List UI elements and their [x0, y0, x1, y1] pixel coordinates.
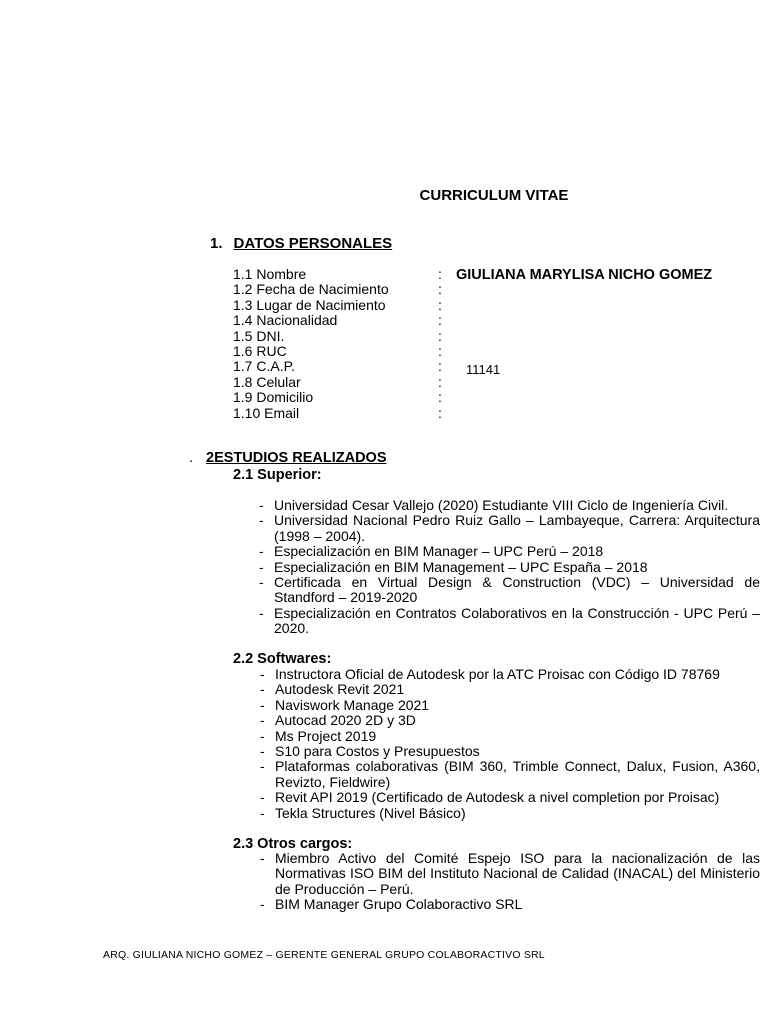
softwares-heading: 2.2 Softwares:	[233, 651, 332, 667]
personal-field-label: 1.8 Celular	[233, 373, 301, 390]
personal-field-label: 1.7 C.A.P.	[233, 358, 296, 375]
list-item	[260, 696, 760, 713]
list-item	[260, 681, 760, 698]
section-2-heading	[189, 450, 387, 466]
dash-bullet: -	[260, 681, 265, 698]
section-2-bullet: .	[189, 450, 194, 466]
superior-list	[259, 497, 760, 637]
personal-field-label: 1.1 Nombre	[233, 266, 307, 282]
list-item	[259, 604, 760, 637]
dash-bullet: -	[259, 558, 264, 575]
list-item-text: BIM Manager Grupo Colaboractivo SRL	[275, 896, 523, 913]
personal-field-label: 1.6 RUC	[233, 343, 287, 359]
list-item-text: Tekla Structures (Nivel Básico)	[275, 804, 466, 821]
otros-cargos-heading: 2.3 Otros cargos:	[233, 836, 353, 852]
list-item	[260, 727, 760, 744]
personal-field-colon: :	[438, 281, 442, 298]
personal-field-label: 1.3 Lugar de Nacimiento	[233, 296, 386, 313]
dash-bullet: -	[260, 712, 265, 729]
section-1-number: 1.	[210, 235, 223, 252]
dash-bullet: -	[260, 789, 265, 806]
personal-field-colon: :	[438, 389, 442, 406]
personal-field-label: 1.5 DNI.	[233, 327, 285, 344]
list-item	[259, 543, 760, 560]
dash-bullet: -	[259, 604, 264, 621]
dash-bullet: -	[260, 850, 265, 866]
list-item-text: Certificada en Virtual Design & Construction (VDC) – Universidad de Standford – 2019-2020	[274, 574, 760, 606]
superior-heading: 2.1 Superior:	[233, 467, 322, 483]
dash-bullet: -	[260, 727, 265, 744]
personal-field-label: 1.10 Email	[233, 404, 300, 421]
personal-field-colon: :	[438, 296, 442, 313]
personal-field-colon: :	[438, 373, 442, 390]
personal-field-colon: :	[438, 358, 442, 375]
softwares-list	[260, 666, 760, 821]
cap-value: 11141	[466, 362, 501, 377]
otros-cargos-list	[260, 850, 760, 913]
dash-bullet: -	[260, 666, 265, 682]
section-2-title: 2ESTUDIOS REALIZADOS	[206, 450, 387, 466]
dash-bullet: -	[259, 574, 264, 591]
dash-bullet: -	[260, 696, 265, 713]
dash-bullet: -	[260, 758, 265, 775]
full-name-value: GIULIANA MARYLISA NICHO GOMEZ	[456, 267, 713, 283]
list-item-text: Autodesk Revit 2021	[275, 681, 405, 698]
personal-field-colon: :	[438, 343, 442, 359]
list-item-text: Especialización en Contratos Colaborativos en la Construcción - UPC Perú – 2020.	[274, 604, 760, 637]
list-item-text: Universidad Cesar Vallejo (2020) Estudiante VIII Ciclo de Ingeniería Civil.	[274, 497, 729, 513]
list-item	[260, 758, 760, 790]
personal-field-label: 1.4 Nacionalidad	[233, 312, 338, 329]
list-item	[260, 743, 760, 760]
list-item	[260, 850, 760, 897]
personal-field-colon: :	[438, 312, 442, 329]
list-item-text: Plataformas colaborativas (BIM 360, Trimble Connect, Dalux, Fusion, A360, Revizto, Fieldwire)	[275, 758, 760, 790]
list-item-text: Naviswork Manage 2021	[275, 696, 430, 713]
list-item-text: Especialización en BIM Management – UPC España – 2018	[274, 558, 648, 575]
document-title: CURRICULUM VITAE	[419, 187, 569, 204]
list-item	[260, 896, 760, 913]
list-item	[260, 789, 760, 806]
personal-field-label: 1.9 Domicilio	[233, 389, 314, 406]
section-1-heading	[210, 235, 392, 252]
list-item-text: Especialización en BIM Manager – UPC Perú – 2018	[274, 543, 604, 560]
dash-bullet: -	[259, 497, 264, 513]
dash-bullet: -	[260, 896, 265, 913]
section-1-title: DATOS PERSONALES	[233, 235, 393, 252]
list-item-text: Universidad Nacional Pedro Ruiz Gallo – Lambayeque, Carrera: Arquitectura (1998 – 2004).	[274, 512, 760, 544]
list-item-text: Ms Project 2019	[275, 727, 377, 744]
list-item-text: Autocad 2020 2D y 3D	[275, 712, 416, 729]
list-item	[259, 574, 760, 606]
personal-field-colon: :	[438, 266, 442, 282]
dash-bullet: -	[260, 804, 265, 821]
personal-field-colon: :	[438, 327, 442, 344]
list-item	[259, 512, 760, 544]
page-footer: ARQ. GIULIANA NICHO GOMEZ – GERENTE GENERAL GRUPO COLABORACTIVO SRL	[103, 949, 545, 961]
list-item	[259, 558, 760, 575]
list-item-text: S10 para Costos y Presupuestos	[275, 743, 480, 760]
dash-bullet: -	[259, 512, 264, 529]
dash-bullet: -	[260, 743, 265, 760]
personal-field-colon: :	[438, 404, 442, 421]
list-item	[260, 666, 760, 682]
list-item	[260, 804, 760, 821]
personal-field-label: 1.2 Fecha de Nacimiento	[233, 281, 389, 298]
list-item	[260, 712, 760, 729]
dash-bullet: -	[259, 543, 264, 560]
list-item-text: Miembro Activo del Comité Espejo ISO para la nacionalización de las Normativas ISO BIM del Instituto Nacional de Calidad (INACAL) del Ministerio de Producción – Perú.	[275, 850, 760, 897]
list-item-text: Revit API 2019 (Certificado de Autodesk a nivel completion por Proisac)	[275, 789, 720, 806]
list-item	[259, 497, 760, 513]
list-item-text: Instructora Oficial de Autodesk por la ATC Proisac con Código ID 78769	[275, 666, 720, 682]
